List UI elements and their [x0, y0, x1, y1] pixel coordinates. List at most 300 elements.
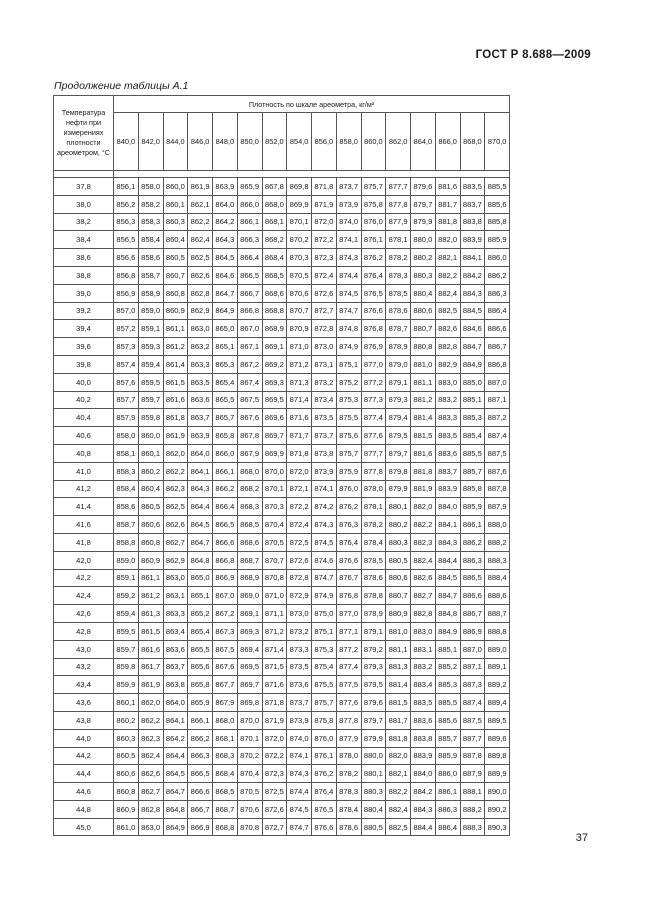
density-value-cell: 880,3 [386, 533, 411, 551]
density-value-cell: 860,8 [163, 284, 188, 302]
density-value-cell: 877,8 [336, 711, 361, 729]
density-value-cell: 860,5 [138, 498, 163, 516]
temperature-cell: 44,6 [54, 783, 114, 801]
density-value-cell: 874,5 [336, 284, 361, 302]
density-value-cell: 884,4 [411, 818, 436, 836]
density-value-cell: 877,1 [336, 622, 361, 640]
density-value-cell: 888,4 [485, 569, 510, 587]
density-value-cell: 877,4 [336, 658, 361, 676]
density-value-cell: 875,9 [336, 462, 361, 480]
density-value-cell: 861,9 [188, 178, 213, 196]
density-value-cell: 876,6 [336, 551, 361, 569]
density-value-cell: 867,5 [213, 640, 238, 658]
density-value-cell: 877,7 [386, 178, 411, 196]
density-value-cell: 874,5 [312, 533, 337, 551]
density-value-cell: 874,7 [336, 302, 361, 320]
density-value-cell: 864,6 [213, 266, 238, 284]
density-value-cell: 875,5 [312, 676, 337, 694]
density-value-cell: 873,5 [287, 658, 312, 676]
density-value-cell: 879,5 [386, 427, 411, 445]
density-value-cell: 884,2 [411, 783, 436, 801]
density-header-cell: 868,0 [460, 113, 485, 171]
density-value-cell: 879,9 [411, 213, 436, 231]
density-value-cell: 885,6 [485, 195, 510, 213]
density-value-cell: 858,9 [138, 284, 163, 302]
density-value-cell: 860,2 [138, 462, 163, 480]
density-table [53, 95, 510, 836]
density-value-cell: 878,2 [361, 516, 386, 534]
table-row [54, 569, 510, 587]
density-value-cell: 879,9 [386, 480, 411, 498]
density-value-cell: 873,2 [287, 622, 312, 640]
density-value-cell: 866,5 [188, 765, 213, 783]
density-value-cell: 884,4 [435, 551, 460, 569]
density-value-cell: 869,1 [262, 338, 287, 356]
density-value-cell: 874,3 [312, 516, 337, 534]
density-value-cell: 863,6 [188, 391, 213, 409]
density-value-cell: 887,2 [485, 409, 510, 427]
table-row [54, 427, 510, 445]
density-value-cell: 859,7 [138, 391, 163, 409]
density-header-cell: 846,0 [188, 113, 213, 171]
density-value-cell: 882,0 [386, 747, 411, 765]
density-value-cell: 867,6 [213, 658, 238, 676]
density-value-cell: 875,6 [336, 427, 361, 445]
density-value-cell: 875,3 [336, 391, 361, 409]
density-value-cell: 876,4 [361, 266, 386, 284]
table-row [54, 373, 510, 391]
density-value-cell: 883,5 [435, 427, 460, 445]
table-row [54, 676, 510, 694]
density-value-cell: 882,2 [386, 783, 411, 801]
density-value-cell: 882,1 [386, 765, 411, 783]
density-value-cell: 873,9 [287, 711, 312, 729]
density-value-cell: 874,6 [312, 551, 337, 569]
density-value-cell: 857,9 [114, 409, 139, 427]
table-row [54, 551, 510, 569]
density-value-cell: 876,8 [336, 587, 361, 605]
density-value-cell: 862,7 [138, 783, 163, 801]
density-value-cell: 884,9 [460, 355, 485, 373]
density-value-cell: 880,9 [386, 605, 411, 623]
density-value-cell: 886,6 [460, 587, 485, 605]
density-value-cell: 881,0 [411, 355, 436, 373]
density-value-cell: 880,6 [411, 302, 436, 320]
density-value-cell: 879,1 [361, 622, 386, 640]
density-value-cell: 858,6 [114, 498, 139, 516]
density-value-cell: 883,0 [411, 622, 436, 640]
density-header-cell: 848,0 [213, 113, 238, 171]
density-value-cell: 867,7 [213, 676, 238, 694]
temperature-cell: 44,2 [54, 747, 114, 765]
density-value-cell: 886,1 [435, 783, 460, 801]
density-value-cell: 874,1 [336, 231, 361, 249]
table-row [54, 498, 510, 516]
density-value-cell: 869,9 [287, 195, 312, 213]
density-value-cell: 858,3 [138, 213, 163, 231]
density-value-cell: 885,1 [460, 391, 485, 409]
table-row [54, 462, 510, 480]
density-value-cell: 872,5 [262, 783, 287, 801]
density-value-cell: 864,1 [163, 711, 188, 729]
density-value-cell: 869,2 [262, 355, 287, 373]
density-value-cell: 863,7 [163, 658, 188, 676]
density-value-cell: 865,0 [188, 569, 213, 587]
density-value-cell: 888,0 [485, 516, 510, 534]
density-value-cell: 884,9 [435, 622, 460, 640]
density-value-cell: 867,1 [237, 338, 262, 356]
table-row [54, 587, 510, 605]
density-value-cell: 880,4 [411, 284, 436, 302]
density-value-cell: 868,3 [213, 747, 238, 765]
density-value-cell: 876,9 [361, 338, 386, 356]
density-value-cell: 860,9 [163, 302, 188, 320]
density-value-cell: 866,5 [213, 516, 238, 534]
density-value-cell: 874,2 [312, 498, 337, 516]
density-value-cell: 868,0 [213, 711, 238, 729]
density-group-header: Плотность по шкале ареометра, кг/м³ [114, 96, 510, 113]
density-value-cell: 886,7 [460, 605, 485, 623]
density-value-cell: 885,6 [435, 711, 460, 729]
temperature-cell: 40,8 [54, 444, 114, 462]
density-value-cell: 871,7 [287, 427, 312, 445]
density-value-cell: 883,6 [411, 711, 436, 729]
density-value-cell: 887,6 [485, 462, 510, 480]
density-value-cell: 888,1 [460, 783, 485, 801]
density-value-cell: 857,0 [114, 302, 139, 320]
density-value-cell: 861,5 [163, 373, 188, 391]
density-value-cell: 865,5 [213, 391, 238, 409]
density-value-cell: 873,4 [312, 391, 337, 409]
density-value-cell: 887,1 [460, 658, 485, 676]
density-value-cell: 865,8 [213, 427, 238, 445]
density-value-cell: 867,6 [237, 409, 262, 427]
density-value-cell: 862,2 [188, 213, 213, 231]
density-value-cell: 862,4 [188, 231, 213, 249]
density-value-cell: 874,0 [287, 729, 312, 747]
temperature-cell: 43,8 [54, 711, 114, 729]
density-value-cell: 884,2 [460, 266, 485, 284]
density-value-cell: 887,0 [460, 640, 485, 658]
density-value-cell: 878,4 [361, 533, 386, 551]
density-value-cell: 883,4 [411, 676, 436, 694]
density-value-cell: 863,0 [138, 818, 163, 836]
density-value-cell: 887,5 [485, 444, 510, 462]
temperature-cell: 44,8 [54, 800, 114, 818]
density-value-cell: 880,0 [411, 231, 436, 249]
density-value-cell: 862,5 [163, 498, 188, 516]
density-value-cell: 873,0 [312, 338, 337, 356]
density-value-cell: 870,3 [287, 249, 312, 267]
density-value-cell: 860,3 [163, 213, 188, 231]
temperature-cell: 42,0 [54, 551, 114, 569]
temperature-cell: 41,8 [54, 533, 114, 551]
table-row [54, 302, 510, 320]
density-value-cell: 881,6 [435, 178, 460, 196]
density-value-cell: 861,1 [163, 320, 188, 338]
density-value-cell: 862,3 [163, 480, 188, 498]
density-value-cell: 864,7 [213, 284, 238, 302]
temperature-cell: 38,8 [54, 266, 114, 284]
density-value-cell: 867,8 [262, 178, 287, 196]
density-header-cell: 842,0 [138, 113, 163, 171]
density-value-cell: 861,5 [138, 622, 163, 640]
density-value-cell: 873,7 [312, 427, 337, 445]
table-caption: Продолжение таблицы А.1 [54, 80, 189, 92]
density-value-cell: 864,0 [188, 444, 213, 462]
density-value-cell: 878,9 [361, 605, 386, 623]
density-value-cell: 865,4 [188, 622, 213, 640]
temperature-cell: 42,8 [54, 622, 114, 640]
density-value-cell: 864,5 [163, 765, 188, 783]
density-value-cell: 875,1 [336, 355, 361, 373]
density-value-cell: 860,9 [138, 551, 163, 569]
temperature-cell: 37,8 [54, 178, 114, 196]
density-value-cell: 861,2 [138, 587, 163, 605]
density-value-cell: 868,2 [262, 231, 287, 249]
density-value-cell: 873,9 [312, 462, 337, 480]
density-value-cell: 879,3 [386, 391, 411, 409]
density-value-cell: 871,8 [262, 694, 287, 712]
density-value-cell: 873,1 [312, 355, 337, 373]
density-value-cell: 874,3 [287, 765, 312, 783]
density-value-cell: 887,9 [485, 498, 510, 516]
density-value-cell: 871,4 [287, 391, 312, 409]
density-value-cell: 882,0 [435, 231, 460, 249]
temperature-cell: 43,2 [54, 658, 114, 676]
density-value-cell: 870,0 [262, 462, 287, 480]
density-value-cell: 863,1 [163, 587, 188, 605]
density-value-cell: 868,5 [213, 783, 238, 801]
density-value-cell: 861,6 [138, 640, 163, 658]
table-row [54, 355, 510, 373]
density-value-cell: 858,7 [114, 516, 139, 534]
density-value-cell: 882,1 [435, 249, 460, 267]
density-value-cell: 860,2 [114, 711, 139, 729]
density-value-cell: 886,7 [485, 338, 510, 356]
density-value-cell: 867,2 [237, 355, 262, 373]
density-value-cell: 874,7 [287, 818, 312, 836]
density-value-cell: 868,9 [262, 320, 287, 338]
density-value-cell: 885,2 [435, 658, 460, 676]
density-value-cell: 869,3 [237, 622, 262, 640]
density-value-cell: 868,3 [237, 498, 262, 516]
density-value-cell: 873,0 [287, 605, 312, 623]
density-value-cell: 864,4 [188, 498, 213, 516]
density-value-cell: 862,4 [138, 747, 163, 765]
table-row [54, 249, 510, 267]
density-value-cell: 871,1 [262, 605, 287, 623]
density-value-cell: 868,7 [213, 800, 238, 818]
density-value-cell: 887,4 [460, 694, 485, 712]
density-value-cell: 875,1 [312, 622, 337, 640]
density-value-cell: 866,2 [213, 480, 238, 498]
density-value-cell: 871,0 [287, 338, 312, 356]
density-value-cell: 864,0 [163, 694, 188, 712]
density-value-cell: 880,1 [386, 498, 411, 516]
density-value-cell: 880,7 [386, 587, 411, 605]
density-value-cell: 872,6 [312, 284, 337, 302]
density-value-cell: 856,5 [114, 231, 139, 249]
density-value-cell: 879,6 [361, 694, 386, 712]
density-value-cell: 878,2 [336, 765, 361, 783]
density-value-cell: 865,6 [188, 658, 213, 676]
table-row [54, 800, 510, 818]
density-value-cell: 864,7 [188, 533, 213, 551]
density-value-cell: 876,7 [336, 569, 361, 587]
density-value-cell: 880,1 [361, 765, 386, 783]
density-value-cell: 876,1 [312, 747, 337, 765]
density-value-cell: 868,7 [237, 551, 262, 569]
temperature-cell: 39,2 [54, 302, 114, 320]
density-value-cell: 862,8 [188, 284, 213, 302]
density-value-cell: 872,4 [287, 516, 312, 534]
density-value-cell: 882,6 [435, 320, 460, 338]
density-value-cell: 882,5 [386, 818, 411, 836]
density-value-cell: 871,3 [287, 373, 312, 391]
density-value-cell: 881,9 [411, 480, 436, 498]
density-value-cell: 888,3 [485, 551, 510, 569]
density-value-cell: 885,9 [435, 747, 460, 765]
density-value-cell: 869,3 [262, 373, 287, 391]
density-value-cell: 867,0 [237, 320, 262, 338]
table-row [54, 213, 510, 231]
density-value-cell: 864,3 [188, 480, 213, 498]
density-value-cell: 866,8 [237, 302, 262, 320]
density-value-cell: 865,7 [213, 409, 238, 427]
density-value-cell: 864,8 [163, 800, 188, 818]
density-value-cell: 876,1 [361, 231, 386, 249]
density-value-cell: 874,4 [336, 266, 361, 284]
density-value-cell: 871,8 [287, 444, 312, 462]
density-value-cell: 863,9 [213, 178, 238, 196]
temperature-cell: 38,2 [54, 213, 114, 231]
density-value-cell: 866,3 [188, 747, 213, 765]
density-value-cell: 881,3 [386, 658, 411, 676]
density-value-cell: 870,7 [262, 551, 287, 569]
density-value-cell: 880,6 [386, 569, 411, 587]
temperature-cell: 43,4 [54, 676, 114, 694]
density-value-cell: 858,3 [114, 462, 139, 480]
density-value-cell: 869,8 [237, 694, 262, 712]
density-value-cell: 862,7 [163, 533, 188, 551]
density-value-cell: 878,1 [361, 498, 386, 516]
density-value-cell: 884,0 [435, 498, 460, 516]
density-value-cell: 881,7 [435, 195, 460, 213]
density-value-cell: 877,9 [336, 729, 361, 747]
density-value-cell: 875,7 [361, 178, 386, 196]
density-value-cell: 873,8 [312, 444, 337, 462]
density-value-cell: 865,9 [188, 694, 213, 712]
table-row [54, 818, 510, 836]
density-value-cell: 860,1 [163, 195, 188, 213]
density-value-cell: 881,8 [386, 729, 411, 747]
density-value-cell: 882,4 [411, 551, 436, 569]
density-value-cell: 868,9 [237, 569, 262, 587]
density-value-cell: 859,1 [114, 569, 139, 587]
table-spacer-row [54, 171, 510, 178]
density-value-cell: 877,4 [361, 409, 386, 427]
density-value-cell: 861,1 [138, 569, 163, 587]
density-value-cell: 883,1 [411, 640, 436, 658]
density-value-cell: 868,6 [262, 284, 287, 302]
density-value-cell: 869,7 [237, 676, 262, 694]
density-value-cell: 877,6 [336, 694, 361, 712]
temperature-column-header: Температура нефти при измерениях плотности ареометром, °С [54, 96, 114, 171]
density-value-cell: 877,7 [361, 444, 386, 462]
density-value-cell: 876,5 [361, 284, 386, 302]
density-value-cell: 863,9 [188, 427, 213, 445]
density-value-cell: 864,5 [188, 516, 213, 534]
density-value-cell: 862,3 [138, 729, 163, 747]
density-value-cell: 870,4 [262, 516, 287, 534]
density-value-cell: 866,8 [213, 551, 238, 569]
density-value-cell: 887,7 [460, 729, 485, 747]
density-value-cell: 859,5 [138, 373, 163, 391]
temperature-cell: 39,8 [54, 355, 114, 373]
table-row [54, 338, 510, 356]
density-value-cell: 887,3 [460, 676, 485, 694]
density-value-cell: 884,3 [411, 800, 436, 818]
density-value-cell: 885,5 [485, 178, 510, 196]
density-value-cell: 888,3 [460, 818, 485, 836]
density-value-cell: 866,7 [188, 800, 213, 818]
density-value-cell: 878,2 [386, 249, 411, 267]
density-value-cell: 883,5 [411, 694, 436, 712]
density-value-cell: 868,5 [237, 516, 262, 534]
density-value-cell: 883,9 [435, 480, 460, 498]
density-header-cell: 856,0 [312, 113, 337, 171]
density-value-cell: 878,9 [386, 338, 411, 356]
density-value-cell: 866,0 [213, 444, 238, 462]
density-value-cell: 875,7 [312, 694, 337, 712]
density-value-cell: 866,2 [188, 729, 213, 747]
table-row [54, 711, 510, 729]
density-value-cell: 866,0 [237, 195, 262, 213]
density-value-cell: 865,1 [188, 587, 213, 605]
density-header-cell: 866,0 [435, 113, 460, 171]
density-value-cell: 861,9 [163, 427, 188, 445]
density-value-cell: 886,3 [485, 284, 510, 302]
density-value-cell: 870,6 [287, 284, 312, 302]
density-value-cell: 875,8 [312, 711, 337, 729]
density-value-cell: 887,4 [485, 427, 510, 445]
density-value-cell: 878,5 [361, 551, 386, 569]
density-value-cell: 864,9 [163, 818, 188, 836]
density-value-cell: 875,2 [336, 373, 361, 391]
density-value-cell: 880,3 [411, 266, 436, 284]
density-value-cell: 888,7 [485, 605, 510, 623]
density-value-cell: 866,9 [213, 569, 238, 587]
density-value-cell: 877,8 [361, 462, 386, 480]
temperature-cell: 40,4 [54, 409, 114, 427]
density-value-cell: 867,8 [237, 427, 262, 445]
density-value-cell: 874,3 [336, 249, 361, 267]
density-value-cell: 888,6 [485, 587, 510, 605]
density-value-cell: 886,0 [435, 765, 460, 783]
density-value-cell: 872,0 [262, 729, 287, 747]
density-value-cell: 885,5 [460, 444, 485, 462]
density-value-cell: 883,8 [411, 729, 436, 747]
density-value-cell: 856,6 [114, 249, 139, 267]
density-value-cell: 870,8 [262, 569, 287, 587]
density-value-cell: 877,8 [386, 195, 411, 213]
density-value-cell: 871,0 [262, 587, 287, 605]
density-value-cell: 865,9 [237, 178, 262, 196]
density-value-cell: 865,0 [213, 320, 238, 338]
density-value-cell: 862,6 [188, 266, 213, 284]
density-value-cell: 885,0 [460, 373, 485, 391]
